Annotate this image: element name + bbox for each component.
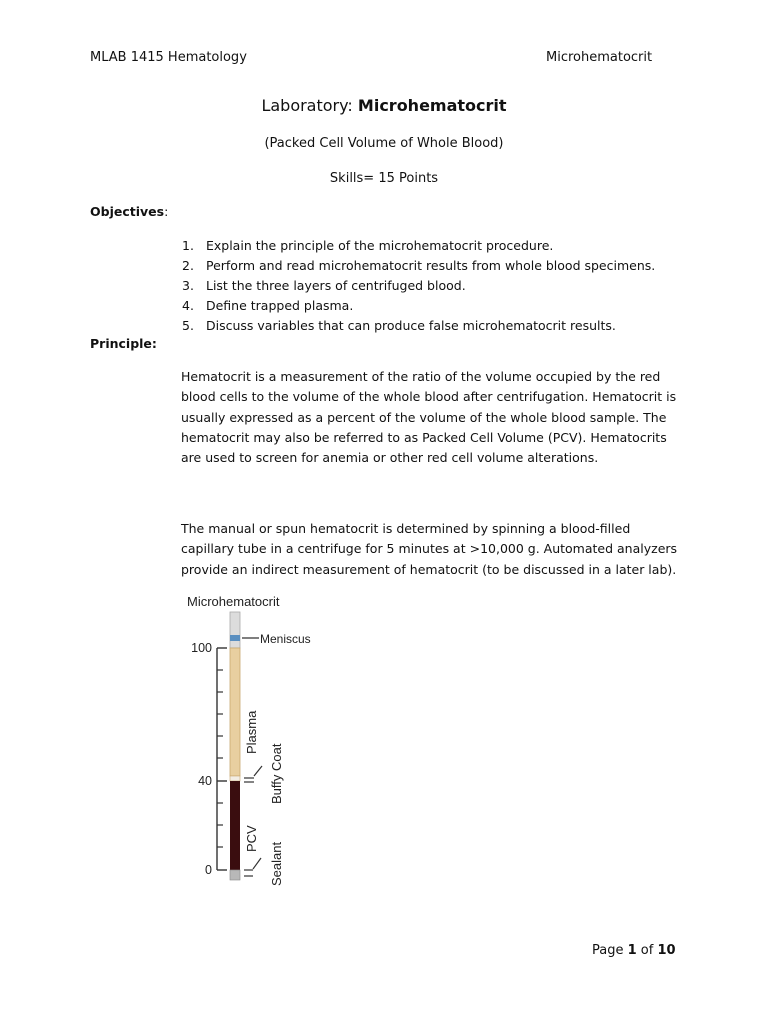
scale-ticks [217, 648, 227, 870]
page-of: of [636, 943, 658, 958]
meniscus-mark [230, 635, 240, 641]
figure-title: Microhematocrit [187, 594, 280, 609]
tube-empty [230, 612, 240, 648]
plasma-layer [230, 648, 240, 776]
principle-heading [90, 336, 157, 351]
list-number: 2. [182, 258, 194, 273]
meniscus-label: Meniscus [260, 632, 311, 646]
buffy-pointer-diagonal [254, 766, 262, 776]
sealant-layer [230, 870, 240, 880]
list-item [182, 236, 655, 256]
page-title [0, 96, 768, 115]
microhematocrit-figure [182, 590, 342, 890]
header-topic: Microhematocrit [546, 50, 653, 65]
page-total: 10 [657, 943, 676, 958]
microhematocrit-diagram [182, 590, 342, 890]
objectives-colon: : [164, 204, 169, 219]
tick-label-0: 0 [205, 863, 212, 877]
pcv-label: PCV [244, 825, 259, 852]
objectives-list [182, 236, 655, 336]
buffy-coat-layer [230, 776, 240, 781]
objectives-heading [90, 204, 168, 219]
page-subtitle: (Packed Cell Volume of Whole Blood) [264, 136, 504, 151]
tick-label-100: 100 [191, 641, 212, 655]
title-main: Microhematocrit [357, 96, 507, 115]
principle-paragraph-2: The manual or spun hematocrit is determined by spinning a blood-filled capillary tube in a centrifuge for 5 minutes at >10,000 g. Automated analyzers provide an indirect measurement of hematocrit (to be discussed in a later lab). [181, 521, 678, 577]
skills-points: Skills= 15 Points [329, 171, 439, 186]
list-text: Explain the principle of the microhematocrit procedure. [205, 238, 554, 253]
list-number: 1. [182, 238, 194, 253]
list-text: Perform and read microhematocrit results from whole blood specimens. [205, 258, 656, 273]
list-item [182, 256, 655, 276]
list-number: 4. [182, 298, 194, 313]
list-item [182, 276, 655, 296]
list-item [182, 296, 655, 316]
list-text: List the three layers of centrifuged blood. [205, 278, 466, 293]
list-number: 5. [182, 318, 194, 333]
list-text: Discuss variables that can produce false microhematocrit results. [205, 318, 616, 333]
principle-heading-text: Principle: [90, 336, 157, 351]
sealant-pointer-diagonal [253, 858, 261, 869]
tick-label-40: 40 [198, 774, 212, 788]
page-number [592, 943, 676, 958]
principle-paragraph-1: Hematocrit is a measurement of the ratio of the volume occupied by the red blood cells to the volume of the whole blood after centrifugation. Hematocrit is usually expressed as a percent of the volume of the whole blood sample. The hematocrit may also be referred to as Packed Cell Volume (PCV). Hematocrits are used to screen for anemia or other red cell volume alterations. [181, 369, 677, 466]
buffy-coat-label: Buffy Coat [269, 743, 284, 804]
header-course: MLAB 1415 Hematology [90, 50, 247, 65]
title-prefix: Laboratory: [261, 96, 358, 115]
list-item [182, 316, 655, 336]
plasma-label: Plasma [244, 710, 259, 754]
list-text: Define trapped plasma. [205, 298, 354, 313]
page-current: 1 [627, 943, 637, 958]
objectives-heading-text: Objectives [90, 204, 165, 219]
pcv-layer [230, 781, 240, 870]
list-number: 3. [182, 278, 194, 293]
sealant-label: Sealant [269, 841, 284, 886]
page-prefix: Page [592, 943, 628, 958]
